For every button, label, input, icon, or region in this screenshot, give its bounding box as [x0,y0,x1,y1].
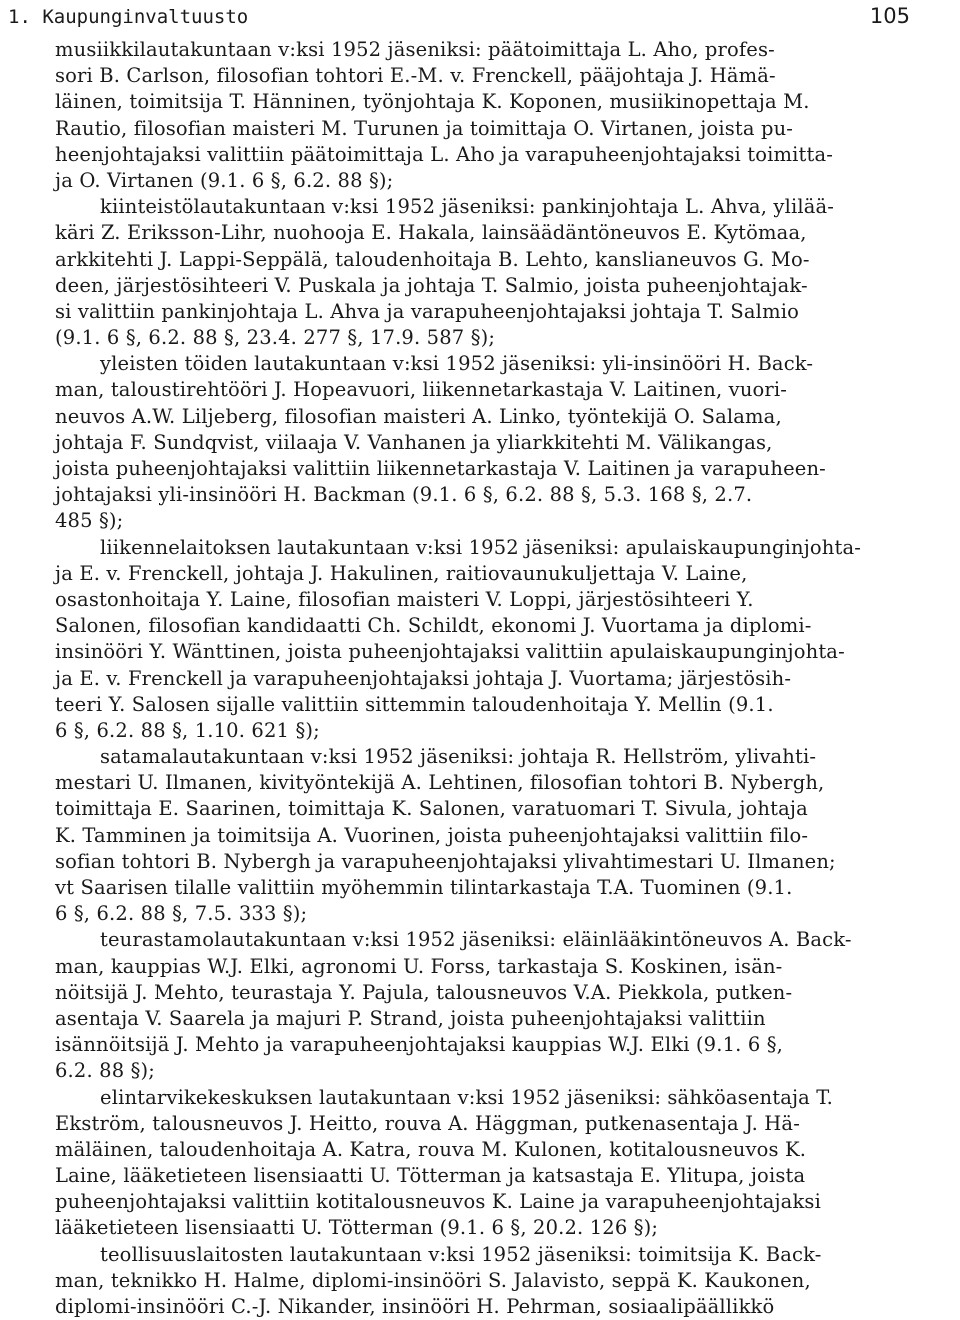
text-line: johtaja F. Sundqvist, viilaaja V. Vanhanen ja yliarkkitehti M. Välikangas, [55,430,773,454]
text-line: Salonen, filosofian kandidaatti Ch. Schildt, ekonomi J. Vuortama ja diplomi- [55,614,812,638]
text-line: toimittaja E. Saarinen, toimittaja K. Salonen, varatuomari T. Sivula, johtaja [55,797,808,821]
text-line: joista puheenjohtajaksi valittiin liikennetarkastaja V. Laitinen ja varapuheen- [55,457,826,480]
paragraph-first-line: satamalautakuntaan v:ksi 1952 jäseniksi: johtaja R. Hellström, ylivahti- [100,745,817,769]
text-line: Rautio, filosofian maisteri M. Turunen ja toimittaja O. Virtanen, joista pu- [55,116,794,140]
text-line: ja E. v. Frenckell, johtaja J. Hakulinen, raitiovaunukuljettaja V. Laine, [55,561,748,585]
paragraph-first-line: teollisuuslaitosten lautakuntaan v:ksi 1952 jäseniksi: toimitsija K. Back- [100,1242,822,1266]
text-line: neuvos A.W. Liljeberg, filosofian maisteri A. Linko, työntekijä O. Salama, [55,404,782,428]
text-line: mestari U. Ilmanen, kivityöntekijä A. Lehtinen, filosofian tohtori B. Nybergh, [55,771,825,795]
text-line: deen, järjestösihteeri V. Puskala ja johtaja T. Salmio, joista puheenjohtajak- [55,273,808,297]
text-line: sofian tohtori B. Nybergh ja varapuheenjohtajaksi ylivahtimestari U. Ilmanen; [55,849,836,873]
running-header [8,4,910,34]
text-line: 6.2. 88 §); [55,1059,155,1083]
text-line: lääketieteen lisensiaatti U. Tötterman (9.1. 6 §, 20.2. 126 §); [55,1216,659,1240]
text-line: 485 §); [55,509,124,533]
paragraph-first-line: elintarvikekeskuksen lautakuntaan v:ksi 1952 jäseniksi: sähköasentaja T. [100,1085,833,1109]
text-line: 6 §, 6.2. 88 §, 1.10. 621 §); [55,718,320,742]
paragraph-first-line: liikennelaitoksen lautakuntaan v:ksi 1952 jäseniksi: apulaiskaupunginjohta- [100,535,861,559]
text-line: man, teknikko H. Halme, diplomi-insinööri S. Jalavisto, seppä K. Kaukonen, [55,1268,811,1292]
text-line: käri Z. Eriksson-Lihr, nuohooja E. Hakala, lainsäädäntöneuvos E. Kytömaa, [55,221,807,245]
text-line: arkkitehti J. Lappi-Seppälä, taloudenhoitaja B. Lehto, kanslianeuvos G. Mo- [55,247,810,271]
text-line: (9.1. 6 §, 6.2. 88 §, 23.4. 277 §, 17.9. 587 §); [55,326,496,350]
text-line: ja E. v. Frenckell ja varapuheenjohtajaksi johtaja J. Vuortama; järjestösih- [55,666,792,690]
text-line: diplomi-insinööri C.-J. Nikander, insinööri H. Pehrman, sosiaalipäällikkö [55,1295,775,1318]
text-line: isännöitsijä J. Mehto ja varapuheenjohtajaksi kauppias W.J. Elki (9.1. 6 §, [55,1033,783,1057]
text-line: man, taloustirehtööri J. Hopeavuori, liikennetarkastaja V. Laitinen, vuori- [55,378,788,402]
text-line: si valittiin pankinjohtaja L. Ahva ja varapuheenjohtajaksi johtaja T. Salmio [55,299,799,323]
text-line: musiikkilautakuntaan v:ksi 1952 jäseniksi: päätoimittaja L. Aho, profes- [55,38,775,61]
text-line: mäläinen, taloudenhoitaja A. Katra, rouva M. Kulonen, kotitalousneuvos K. [55,1137,807,1161]
text-line: asentaja V. Saarela ja majuri P. Strand, joista puheenjohtajaksi valittiin [55,1006,766,1030]
paragraph-first-line: kiinteistölautakuntaan v:ksi 1952 jäseniksi: pankinjohtaja L. Ahva, ylilää- [100,195,835,219]
text-line: K. Tamminen ja toimitsija A. Vuorinen, joista puheenjohtajaksi valittiin filo- [55,823,809,847]
text-line: vt Saarisen tilalle valittiin myöhemmin tilintarkastaja T.A. Tuominen (9.1. [55,876,793,899]
text-line: puheenjohtajaksi valittiin kotitalousneuvos K. Laine ja varapuheenjohtajaksi [55,1190,821,1214]
text-line: Laine, lääketieteen lisensiaatti U. Tötterman ja katsastaja E. Ylitupa, joista [55,1164,806,1188]
text-line: osastonhoitaja Y. Laine, filosofian maisteri V. Loppi, järjestösihteeri Y. [55,587,754,611]
text-line: Ekström, talousneuvos J. Heitto, rouva A. Häggman, putkenasentaja J. Hä- [55,1111,800,1135]
text-line: johtajaksi yli-insinööri H. Backman (9.1. 6 §, 6.2. 88 §, 5.3. 168 §, 2.7. [55,483,753,507]
text-line: teeri Y. Salosen sijalle valittiin sittemmin taloudenhoitaja Y. Mellin (9.1. [55,692,774,716]
text-line: man, kauppias W.J. Elki, agronomi U. Forss, tarkastaja S. Koskinen, isän- [55,954,783,978]
paragraph-first-line: yleisten töiden lautakuntaan v:ksi 1952 jäseniksi: yli-insinööri H. Back- [100,352,814,376]
section-title: 1. Kaupunginvaltuusto [8,6,249,28]
text-line: 6 §, 6.2. 88 §, 7.5. 333 §); [55,902,308,926]
paragraph-first-line: teurastamolautakuntaan v:ksi 1952 jäseniksi: eläinlääkintöneuvos A. Back- [100,928,852,952]
text-line: heenjohtajaksi valittiin päätoimittaja L. Aho ja varapuheenjohtajaksi toimitta- [55,142,834,166]
text-line: läinen, toimitsija T. Hänninen, työnjohtaja K. Koponen, musiikinopettaja M. [55,90,810,114]
text-line: sori B. Carlson, filosofian tohtori E.-M. v. Frenckell, pääjohtaja J. Hämä- [55,64,776,88]
text-line: nöitsijä J. Mehto, teurastaja Y. Pajula, talousneuvos V.A. Piekkola, putken- [55,980,793,1004]
text-line: insinööri Y. Wänttinen, joista puheenjohtajaksi valittiin apulaiskaupunginjohta- [55,640,845,664]
body-text [55,37,915,1320]
page-number: 105 [869,4,910,28]
text-line: ja O. Virtanen (9.1. 6 §, 6.2. 88 §); [55,168,394,192]
